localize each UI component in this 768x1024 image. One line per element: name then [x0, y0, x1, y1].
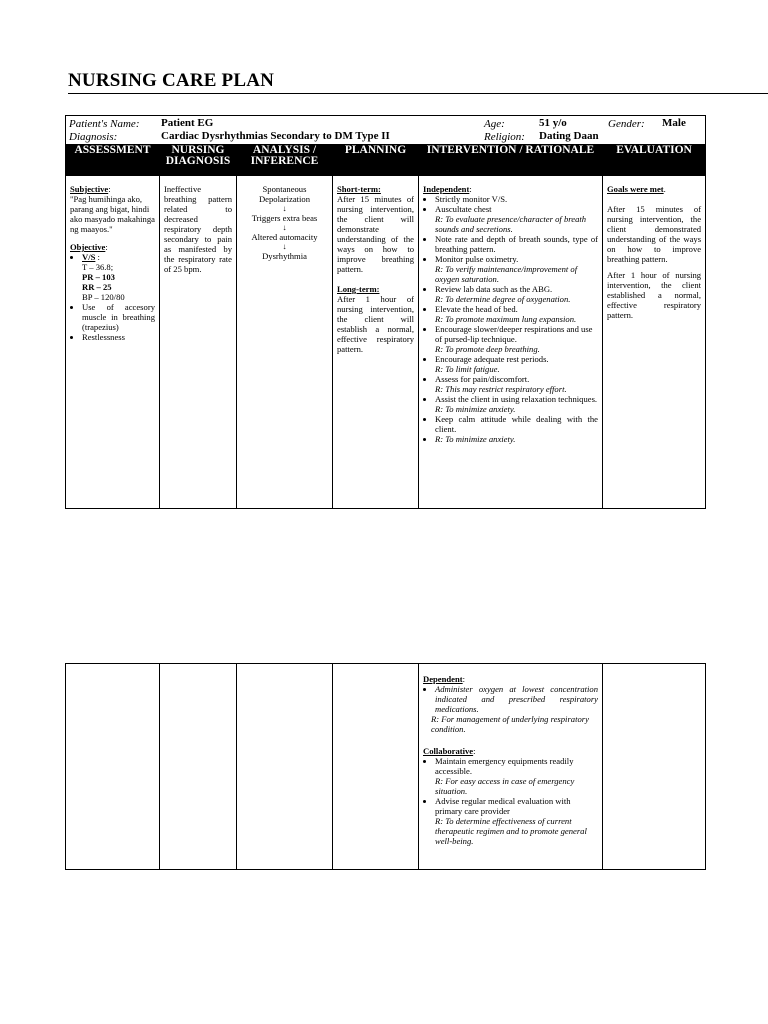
- analysis-step: Spontaneous Depolarization: [258, 184, 311, 204]
- long-term-text: After 1 hour of nursing intervention, the client will establish a normal, effective respiratory pattern.: [337, 294, 414, 354]
- diagnosis-value: Cardiac Dysrhythmias Secondary to DM Type II: [161, 130, 390, 142]
- gender-label: Gender:: [608, 118, 645, 130]
- patient-name-label: Patient's Name:: [69, 118, 140, 130]
- rationale: R: For management of underlying respiratory condition.: [431, 714, 589, 734]
- rationale: R: To promote deep breathing.: [435, 344, 540, 354]
- long-term-label: Long-term:: [337, 284, 380, 294]
- short-term-label: Short-term:: [337, 184, 381, 194]
- gender-value: Male: [662, 117, 686, 129]
- subjective-label: Subjective: [70, 184, 109, 194]
- rationale: R: For easy access in case of emergency situation.: [435, 776, 575, 796]
- age-value: 51 y/o: [539, 117, 567, 129]
- rationale: R: To determine degree of oxygenation.: [435, 294, 571, 304]
- short-term-text: After 15 minutes of nursing intervention, the client will demonstrate understanding of the ways on how to improve breathing pattern.: [337, 194, 414, 274]
- rr-value: RR – 25: [82, 282, 112, 292]
- care-plan-continuation-table: [65, 663, 706, 870]
- assessment-cell-empty: [66, 664, 160, 870]
- intervention-item: • Strictly monitor V/S.: [435, 194, 598, 204]
- evaluation-cell: Goals were met. After 15 minutes of nursing intervention, the client demonstrated understanding of the ways on how to improve breathing pattern. After 1 hour of nursing intervention, the client established a normal, effective respiratory pattern.: [603, 176, 706, 509]
- header-intervention: INTERVENTION / RATIONALE: [419, 145, 603, 176]
- rationale: R: To promote maximum lung expansion.: [435, 314, 577, 324]
- evaluation-text: After 15 minutes of nursing intervention, the client demonstrated understanding of the ways on how to improve breathing pattern.: [607, 204, 702, 264]
- header-analysis: ANALYSIS / INFERENCE: [237, 145, 333, 176]
- independent-label: Independent: [423, 184, 470, 194]
- intervention-item: Encourage slower/deeper respirations and use of pursed-lip technique.: [435, 324, 593, 344]
- age-label: Age:: [484, 118, 505, 130]
- rationale: • R: To minimize anxiety.: [435, 434, 598, 444]
- intervention-item: Maintain emergency equipments readily accessible.: [435, 756, 574, 776]
- evaluation-text: After 1 hour of nursing intervention, the client established a normal, effective respiratory pattern.: [607, 270, 702, 320]
- nursing-diagnosis-text: Ineffective breathing pattern related to decreased respiratory depth secondary to pain as manifested by the respiratory rate of 25 bpm.: [164, 184, 232, 274]
- intervention-cell-continued: Dependent: • Administer oxygen at lowest concentration indicated and prescribed respiratory medications. R: For management of underlying respiratory condition. Collaborative: • Maintain emergency equipments readily accessible. R: For easy access in case of emergency situation. • Advise regular medical evaluation with primary care provider R: To determine effectiveness of current therapeutic regimen and to promote general well-being.: [419, 664, 603, 870]
- religion-value: Dating Daan: [539, 130, 599, 142]
- intervention-item: Auscultate chest: [435, 204, 492, 214]
- objective-label: Objective: [70, 242, 106, 252]
- patient-info: [66, 116, 706, 145]
- arrow-down-icon: ↓: [282, 223, 287, 232]
- header-planning: PLANNING: [333, 145, 419, 176]
- rationale: R: To evaluate presence/character of breath sounds and secretions.: [435, 214, 587, 234]
- diagnosis-label: Diagnosis:: [69, 131, 118, 143]
- nursing-diagnosis-cell-empty: [160, 664, 237, 870]
- goals-met-label: Goals were met: [607, 184, 664, 194]
- evaluation-cell-empty: [603, 664, 706, 870]
- arrow-down-icon: ↓: [282, 242, 287, 251]
- rationale: R: This may restrict respiratory effort.: [435, 384, 567, 394]
- analysis-cell-empty: [237, 664, 333, 870]
- intervention-item: Review lab data such as the ABG.: [435, 284, 553, 294]
- planning-cell: [333, 176, 419, 509]
- header-evaluation: EVALUATION: [603, 145, 706, 176]
- intervention-item: • Keep calm attitude while dealing with the client.: [435, 414, 598, 434]
- patient-name: Patient EG: [161, 117, 214, 129]
- intervention-item: • Administer oxygen at lowest concentration indicated and prescribed respiratory medications.: [435, 684, 598, 714]
- rationale: R: To limit fatigue.: [435, 364, 500, 374]
- intervention-item: Assess for pain/discomfort.: [435, 374, 530, 384]
- bp-value: BP – 120/80: [82, 292, 125, 302]
- collaborative-label: Collaborative: [423, 746, 474, 756]
- intervention-item: Advise regular medical evaluation with primary care provider: [435, 796, 571, 816]
- intervention-item: Elevate the head of bed.: [435, 304, 518, 314]
- temp-value: T – 36.8;: [82, 262, 114, 272]
- header-nursing-diagnosis: NURSING DIAGNOSIS: [160, 145, 237, 176]
- intervention-item: Monitor pulse oximetry.: [435, 254, 519, 264]
- arrow-down-icon: ↓: [282, 204, 287, 213]
- assessment-bullet: • Use of accesory muscle in breathing (trapezius): [82, 302, 155, 332]
- subjective-text: "Pag humihinga ako, parang ang bigat, hindi ako masyado makahinga ng maayos.": [70, 194, 155, 234]
- planning-cell-empty: [333, 664, 419, 870]
- pr-value: PR – 103: [82, 272, 115, 282]
- intervention-item: Assist the client in using relaxation techniques.: [435, 394, 598, 404]
- intervention-item: Encourage adequate rest periods.: [435, 354, 549, 364]
- title-underline: [68, 93, 768, 94]
- intervention-item: • Note rate and depth of breath sounds, type of breathing pattern.: [435, 234, 598, 254]
- analysis-step: Triggers extra beas: [251, 213, 318, 223]
- religion-label: Religion:: [484, 131, 525, 143]
- dependent-label: Dependent: [423, 674, 463, 684]
- analysis-step: Altered automacity: [251, 232, 318, 242]
- rationale: R: To determine effectiveness of current therapeutic regimen and to promote general well-being.: [435, 816, 587, 846]
- rationale: R: To minimize anxiety.: [435, 404, 516, 414]
- vs-label: V/S: [82, 252, 96, 262]
- assessment-cell: Subjective: "Pag humihinga ako, parang ang bigat, hindi ako masyado makahinga ng maayos." Objective: • V/S : T – 36.8; PR – 103 RR – 25 BP – 120/80 • Use of accesory muscle in breathing (trapezius) • Restlessness: [66, 176, 160, 509]
- page-title: NURSING CARE PLAN: [68, 70, 275, 91]
- assessment-bullet: • Restlessness: [82, 332, 155, 342]
- analysis-cell: [237, 176, 333, 509]
- header-assessment: ASSESSMENT: [66, 145, 160, 176]
- care-plan-table: [65, 115, 706, 509]
- nursing-diagnosis-cell: [160, 176, 237, 509]
- intervention-cell: Independent: • Strictly monitor V/S. • Auscultate chest R: To evaluate presence/character of breath sounds and secretions. • Note rate and depth of breath sounds, type of breathing pattern. • Monitor pulse oximetry. R: To verify maintenance/improvement of oxygen saturation. • Review lab data such as the ABG. R: To determine degree of oxygenation. • Elevate the head of bed. R: To promote maximum lung expansion. • Encourage slower/deeper respirations and use of pursed-lip technique. R: To promote deep breathing. • Encourage adequate rest periods. R: To limit fatigue. • Assess for pain/discomfort. R: This may restrict respiratory effort. • Assist the client in using relaxation techniques. R: To minimize anxiety. • Keep calm attitude while dealing with the client. • R: To minimize anxiety.: [419, 176, 603, 509]
- analysis-step: Dysrhythmia: [262, 251, 307, 261]
- rationale: R: To verify maintenance/improvement of oxygen saturation.: [435, 264, 578, 284]
